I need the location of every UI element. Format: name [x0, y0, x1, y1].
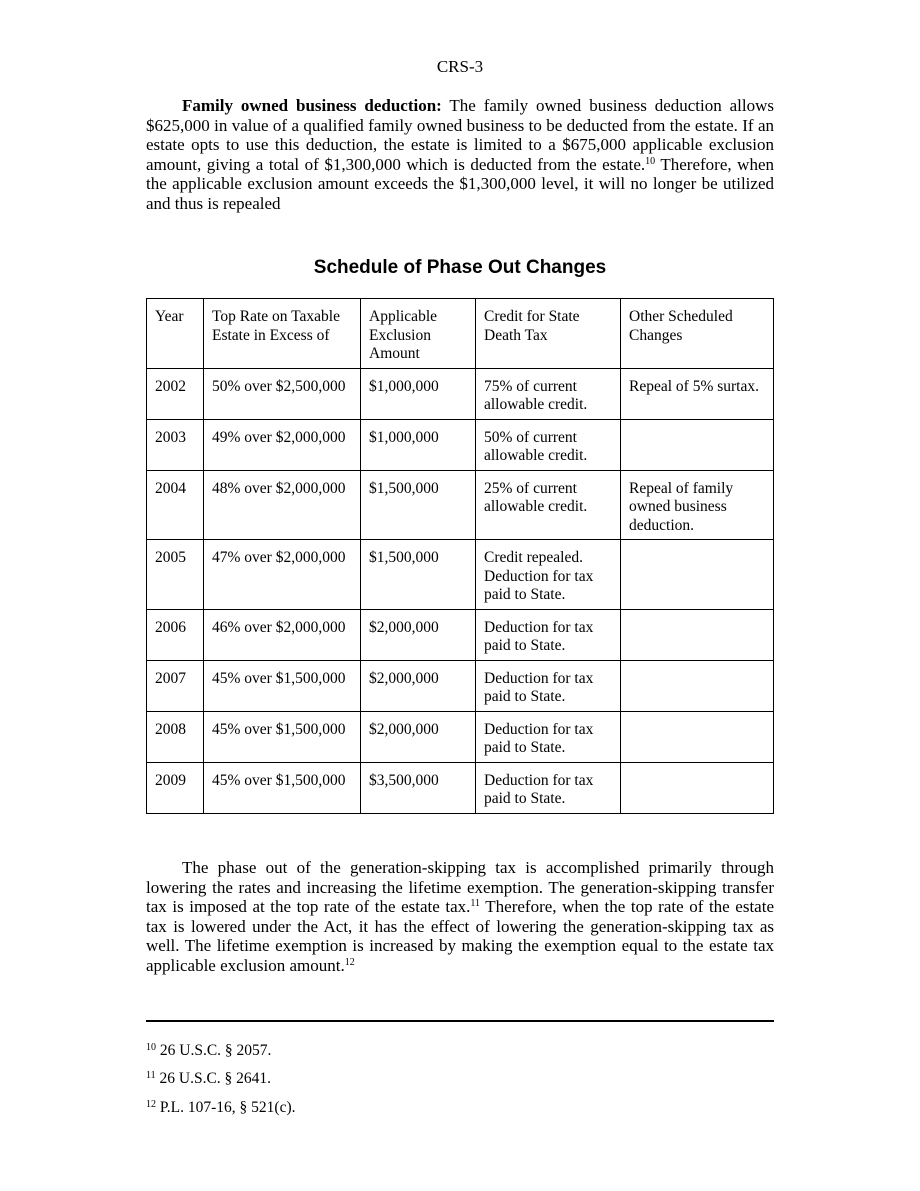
cell-other-changes: Repeal of family owned business deduction. — [621, 470, 774, 540]
cell-year: 2002 — [147, 368, 204, 419]
paragraph-family-business — [146, 96, 774, 214]
paragraph-body: The family owned business deduction allows $625,000 in value of a qualified family owned business to be deducted from the estate. If an estate opts to use this deduction, the estate is limited to a $675,000 applicable exclusion amount, giving a total of $1,300,000 which is deducted from the estate. — [146, 96, 774, 174]
table-row — [147, 368, 774, 419]
phase-out-table — [146, 298, 774, 814]
cell-exclusion: $2,000,000 — [361, 609, 476, 660]
cell-other-changes — [621, 762, 774, 813]
cell-credit: Deduction for tax paid to State. — [476, 762, 621, 813]
paragraph-part1: The phase out of the generation-skipping tax is accomplished primarily through lowering the rates and increasing the lifetime exemption. The generation-skipping transfer tax is imposed at the top rate of the estate tax. — [146, 858, 774, 917]
footnote-number: 12 — [146, 1099, 156, 1110]
cell-credit: Credit repealed. Deduction for tax paid to State. — [476, 540, 621, 610]
footnote-12 — [146, 1099, 296, 1117]
header-other-changes: Other Scheduled Changes — [621, 299, 774, 369]
cell-credit: 75% of current allowable credit. — [476, 368, 621, 419]
cell-top-rate: 46% over $2,000,000 — [204, 609, 361, 660]
table-row — [147, 609, 774, 660]
cell-top-rate: 45% over $1,500,000 — [204, 762, 361, 813]
cell-exclusion: $3,500,000 — [361, 762, 476, 813]
cell-top-rate: 50% over $2,500,000 — [204, 368, 361, 419]
cell-top-rate: 45% over $1,500,000 — [204, 660, 361, 711]
footnote-10 — [146, 1042, 271, 1060]
paragraph-lead: Family owned business deduction: — [182, 96, 442, 115]
cell-credit: 25% of current allowable credit. — [476, 470, 621, 540]
footnote-divider — [146, 1020, 774, 1022]
table-row — [147, 711, 774, 762]
cell-year: 2007 — [147, 660, 204, 711]
cell-year: 2004 — [147, 470, 204, 540]
cell-year: 2008 — [147, 711, 204, 762]
table-title: Schedule of Phase Out Changes — [313, 257, 607, 278]
cell-top-rate: 49% over $2,000,000 — [204, 419, 361, 470]
cell-exclusion: $1,500,000 — [361, 470, 476, 540]
header-top-rate: Top Rate on Taxable Estate in Excess of — [204, 299, 361, 369]
cell-credit: 50% of current allowable credit. — [476, 419, 621, 470]
header-credit: Credit for State Death Tax — [476, 299, 621, 369]
cell-credit: Deduction for tax paid to State. — [476, 660, 621, 711]
paragraph-part2: Therefore, when the top rate of the estate tax is lowered under the Act, it has the effect of lowering the generation-skipping tax as well. The lifetime exemption is increased by making the exemption equal to the estate tax applicable exclusion amount. — [146, 897, 774, 975]
paragraph-tail: Therefore, when the applicable exclusion amount exceeds the $1,300,000 level, it will no longer be utilized and thus is repealed — [146, 154, 774, 213]
cell-exclusion: $2,000,000 — [361, 711, 476, 762]
cell-credit: Deduction for tax paid to State. — [476, 609, 621, 660]
footnote-text: 26 U.S.C. § 2057. — [156, 1042, 272, 1059]
header-exclusion: Applicable Exclusion Amount — [361, 299, 476, 369]
cell-other-changes — [621, 540, 774, 610]
table-row — [147, 419, 774, 470]
footnote-ref-11[interactable]: 11 — [470, 898, 481, 910]
cell-other-changes — [621, 609, 774, 660]
cell-other-changes — [621, 711, 774, 762]
cell-exclusion: $1,000,000 — [361, 368, 476, 419]
footnote-11 — [146, 1070, 271, 1088]
paragraph-generation-skipping — [146, 858, 774, 976]
cell-exclusion: $1,500,000 — [361, 540, 476, 610]
footnote-text: P.L. 107-16, § 521(c). — [156, 1099, 296, 1116]
cell-exclusion: $1,000,000 — [361, 419, 476, 470]
table-header-row — [147, 299, 774, 369]
page-header: CRS-3 — [436, 57, 484, 76]
cell-year: 2006 — [147, 609, 204, 660]
cell-exclusion: $2,000,000 — [361, 660, 476, 711]
footnote-number: 10 — [146, 1042, 156, 1053]
table-row — [147, 660, 774, 711]
cell-year: 2005 — [147, 540, 204, 610]
footnote-text: 26 U.S.C. § 2641. — [155, 1070, 272, 1087]
cell-other-changes: Repeal of 5% surtax. — [621, 368, 774, 419]
cell-year: 2003 — [147, 419, 204, 470]
table-row — [147, 540, 774, 610]
table-row — [147, 470, 774, 540]
cell-other-changes — [621, 660, 774, 711]
footnote-ref-12[interactable]: 12 — [344, 956, 355, 968]
cell-year: 2009 — [147, 762, 204, 813]
header-year: Year — [147, 299, 204, 369]
cell-credit: Deduction for tax paid to State. — [476, 711, 621, 762]
cell-top-rate: 47% over $2,000,000 — [204, 540, 361, 610]
cell-top-rate: 45% over $1,500,000 — [204, 711, 361, 762]
table-row — [147, 762, 774, 813]
cell-top-rate: 48% over $2,000,000 — [204, 470, 361, 540]
footnote-number: 11 — [146, 1070, 156, 1081]
cell-other-changes — [621, 419, 774, 470]
footnote-ref-10[interactable]: 10 — [645, 155, 656, 167]
